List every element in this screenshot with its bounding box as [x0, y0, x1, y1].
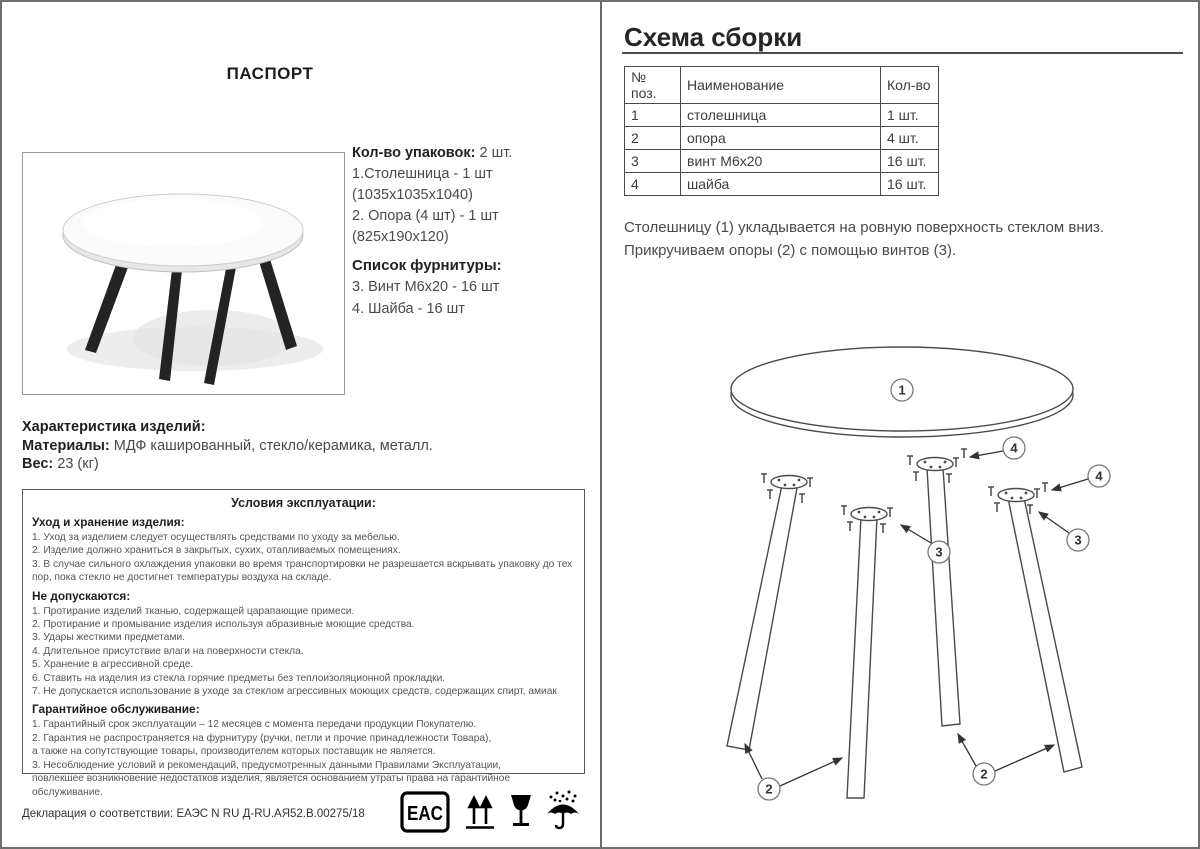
product-photo-table	[23, 153, 342, 392]
callout-screw	[928, 541, 950, 563]
care-item: 3. В случае сильного охлаждения упаковки во время транспортировки не разрешается вскрывать упаковку до тех пор, пока стекло не достигнет температуры воздуха на складе.	[32, 558, 573, 584]
hardware-list-title: Список фурнитуры:	[352, 257, 502, 274]
weight-value: 23 (кг)	[53, 456, 99, 472]
packaging-line: (1035х1035х1040)	[352, 187, 473, 203]
packaging-qty-value: 2 шт.	[475, 145, 513, 161]
title-underline	[622, 52, 1183, 54]
warranty-line: 1. Гарантийный срок эксплуатации – 12 месяцев с момента передачи продукции Покупателю.	[32, 719, 477, 731]
cell-pos: 4	[625, 173, 681, 196]
hardware-line: 3. Винт М6х20 - 16 шт	[352, 279, 500, 295]
col-name: Наименование	[681, 67, 881, 104]
page-title-passport: ПАСПОРТ	[226, 64, 314, 83]
callout-leg	[973, 763, 995, 785]
eac-mark-icon	[400, 791, 450, 833]
plate-holes	[778, 461, 1028, 519]
cell-pos: 2	[625, 127, 681, 150]
cell-name: столешница	[681, 104, 881, 127]
cell-name: шайба	[681, 173, 881, 196]
callout-tabletop	[891, 379, 913, 401]
weight-label: Вес:	[22, 456, 54, 472]
packaging-qty-line	[352, 143, 582, 164]
leg-1	[727, 485, 797, 750]
svg-text:1: 1	[898, 382, 906, 398]
parts-table	[624, 66, 939, 196]
conditions-title: Условия эксплуатации:	[231, 496, 376, 510]
care-section-title: Уход и хранение изделия:	[32, 515, 185, 529]
packaging-line: 1.Столешница - 1 шт	[352, 166, 493, 182]
packaging-qty-label: Кол-во упаковок:	[352, 145, 476, 161]
characteristics-title: Характеристика изделий:	[22, 419, 206, 435]
instruction-line: Столешницу (1) укладывается на ровную поверхность стеклом вниз.	[624, 219, 1105, 236]
hardware-line: 4. Шайба - 16 шт	[352, 301, 465, 317]
assembly-instruction	[624, 216, 1184, 262]
packaging-line: 2. Опора (4 шт) - 1 шт	[352, 208, 499, 224]
cell-name: винт М6х20	[681, 150, 881, 173]
cell-name: опора	[681, 127, 881, 150]
materials-value: МДФ кашированный, стекло/керамика, металл.	[109, 437, 433, 454]
not-allowed-item: 3. Удары жесткими предметами.	[32, 632, 185, 644]
cell-pos: 1	[625, 104, 681, 127]
warranty-line: а также на сопутствующие товары, производителем которых поставщик не является.	[32, 746, 436, 758]
materials-line	[22, 437, 582, 456]
not-allowed-item: 5. Хранение в агрессивной среде.	[32, 659, 194, 671]
product-photo-frame	[22, 152, 345, 395]
svg-text:3: 3	[1074, 532, 1082, 548]
packaging-line: (825х190х120)	[352, 229, 449, 245]
warranty-section-title: Гарантийное обслуживание:	[32, 702, 200, 717]
callout-screw	[1067, 529, 1089, 551]
diagram-legs	[727, 468, 1082, 798]
materials-label: Материалы:	[22, 437, 110, 454]
keep-dry-icon	[543, 789, 583, 831]
care-item: 1. Уход за изделием следует осуществлять средствами по уходу за мебелью.	[32, 532, 400, 543]
weight-line	[22, 455, 582, 474]
fragile-icon	[507, 792, 535, 830]
not-allowed-item: 7. Не допускается использование в уходе за стеклом агрессивных моющих средств, содержащих спирт, амиак	[32, 686, 557, 698]
care-item: 2. Изделие должно храниться в закрытых, сухих, отапливаемых помещениях.	[32, 545, 401, 557]
warranty-line: повлекшее возникновение недостатков изделия, является основанием утраты права на гарантийное обслуживание.	[32, 773, 511, 798]
assembly-diagram	[602, 302, 1200, 847]
not-allowed-item: 4. Длительное присутствие влаги на поверхности стекла.	[32, 645, 304, 657]
usage-conditions-box	[22, 489, 585, 798]
instruction-line: Прикручиваем опоры (2) с помощью винтов (3).	[624, 242, 957, 259]
parts-table-header-row	[625, 67, 939, 104]
col-position: № поз.	[625, 67, 681, 104]
table-row	[625, 127, 939, 150]
leg-3	[927, 468, 960, 726]
cell-qty: 1 шт.	[881, 104, 939, 127]
callout-washer	[1003, 437, 1025, 459]
svg-text:4: 4	[1010, 440, 1018, 456]
table-row	[625, 150, 939, 173]
svg-text:3: 3	[935, 544, 943, 560]
not-allowed-section-title: Не допускаются:	[32, 588, 131, 603]
warranty-line: 2. Гарантия не распространяется на фурнитуру (ручки, петли и прочие принадлежности Товара),	[32, 732, 492, 744]
characteristics-block	[22, 418, 582, 474]
svg-text:4: 4	[1095, 468, 1103, 484]
svg-text:2: 2	[980, 766, 988, 782]
callout-leg	[758, 778, 780, 800]
col-qty: Кол-во	[881, 67, 939, 104]
warranty-line: 3. Несоблюдение условий и рекомендаций, предусмотренных данными Правилами Эксплуатации,	[32, 759, 501, 771]
not-allowed-item: 1. Протирание изделий тканью, содержащей царапающие примеси.	[32, 605, 355, 617]
cell-pos: 3	[625, 150, 681, 173]
callout-washer	[1088, 465, 1110, 487]
this-way-up-icon	[462, 795, 498, 831]
not-allowed-item: 6. Ставить на изделия из стекла горячие предметы без теплоизоляционной прокладки.	[32, 672, 446, 684]
table-row	[625, 173, 939, 196]
table-row	[625, 104, 939, 127]
leg-2	[847, 517, 877, 798]
leg-mounting-plates	[771, 458, 1034, 521]
not-allowed-item: 2. Протирание и промывание изделия используя абразивные моющие средства.	[32, 619, 415, 631]
svg-text:2: 2	[765, 781, 773, 797]
cell-qty: 4 шт.	[881, 127, 939, 150]
svg-text:EAC: EAC	[407, 803, 443, 825]
cell-qty: 16 шт.	[881, 173, 939, 196]
cell-qty: 16 шт.	[881, 150, 939, 173]
declaration-of-conformity: Декларация о соответствии: ЕАЭС N RU Д-RU.АЯ52.В.00275/18	[22, 808, 365, 820]
packaging-info	[352, 143, 582, 320]
page-title-assembly-scheme: Схема сборки	[624, 22, 803, 52]
